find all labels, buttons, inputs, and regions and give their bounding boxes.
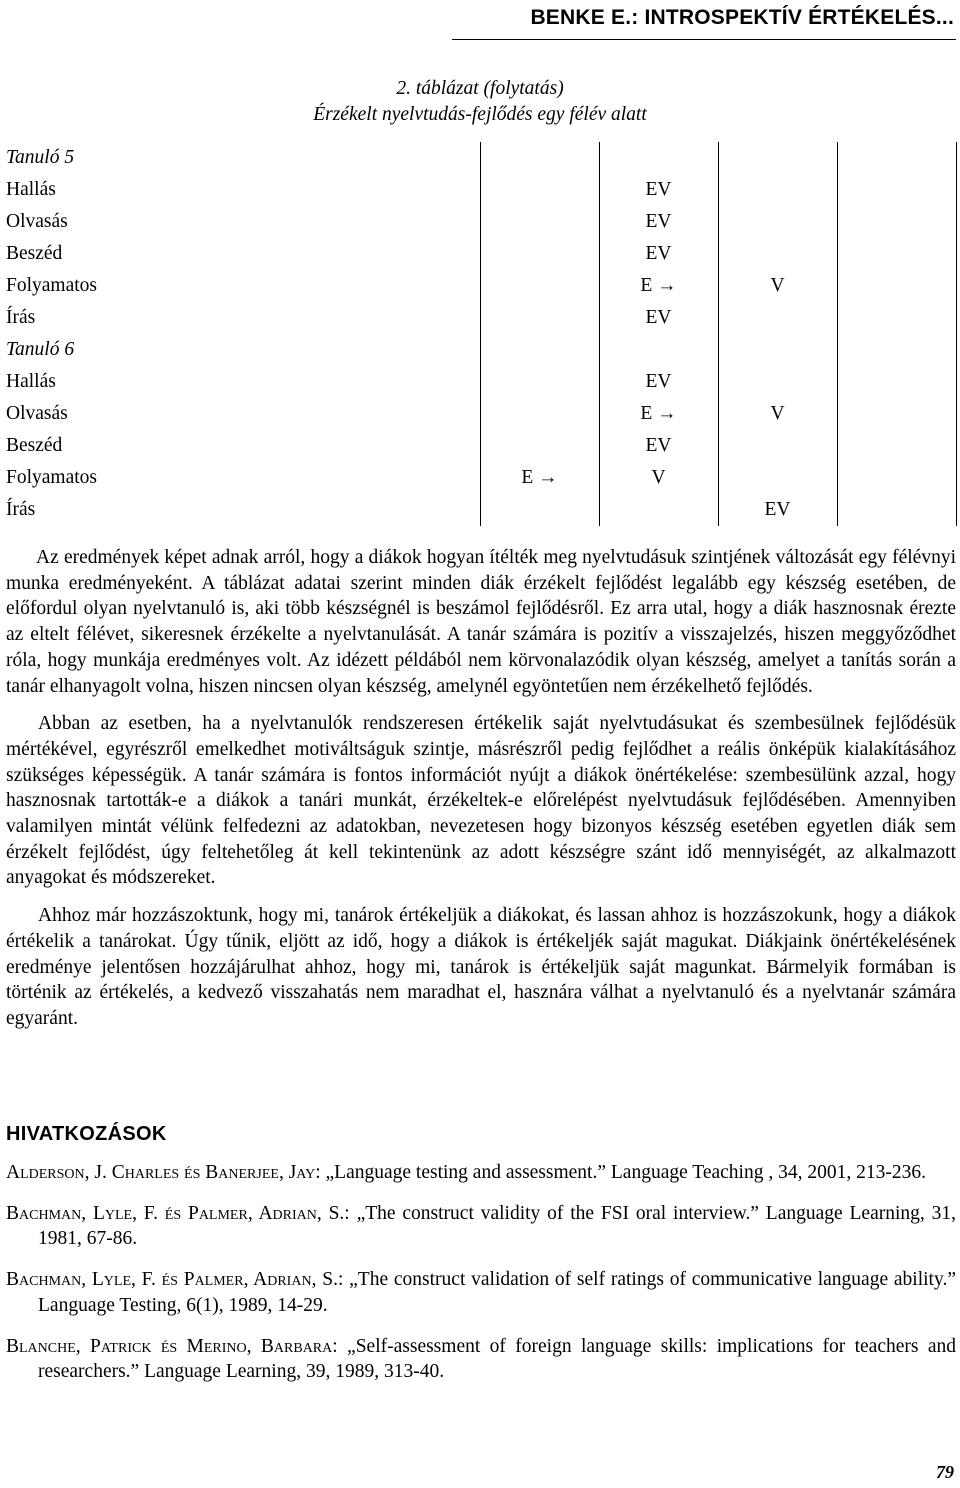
rating-cell [718,302,837,334]
skill-row [0,398,956,430]
rating-cell: EV [599,206,718,238]
reference-item [6,1201,956,1252]
student-label: Tanuló 5 [6,147,75,168]
references-list [6,1160,956,1400]
reference-item [6,1334,956,1385]
skill-row [0,430,956,462]
page-number: 79 [936,1462,954,1482]
rating-cell [718,334,837,366]
reference-item [6,1160,956,1186]
rating-cell [837,462,956,494]
rating-cell [837,302,956,334]
rating-cell: E → [599,270,718,302]
table-caption-title: Érzékelt nyelvtudás-fejlődés egy félév alatt [313,104,647,125]
skill-row [0,494,956,526]
rating-cell: E → [480,462,599,494]
rating-cell [480,270,599,302]
skill-label: Hallás [6,371,56,392]
table-caption-number: 2. táblázat (folytatás) [396,78,564,99]
rating-cell: E → [599,398,718,430]
rating-cell: EV [599,430,718,462]
references-heading: HIVATKOZÁSOK [6,1123,167,1145]
rating-cell [480,238,599,270]
rating-cell [837,206,956,238]
reference-details: „The construct validity of the FSI oral interview.” Language Learning, 31, 1981, 67-86. [38,1202,956,1250]
rating-cell [837,366,956,398]
reference-authors: Blanche, Patrick és Merino, Barbara: [6,1335,338,1357]
reference-details: „Self-assessment of foreign language skills: implications for teachers and researchers.” Language Learning, 39, 1989, 313-40. [38,1335,956,1383]
skill-label: Olvasás [6,211,68,232]
skill-row [0,302,956,334]
rating-cell [837,334,956,366]
rating-cell [718,462,837,494]
rating-cell: EV [718,494,837,526]
rating-cell: EV [599,302,718,334]
skill-label: Olvasás [6,403,68,424]
rating-cell [480,366,599,398]
rating-cell [718,366,837,398]
skill-label: Írás [6,499,36,520]
rating-cell: V [718,270,837,302]
skill-row [0,238,956,270]
skill-row [0,366,956,398]
rating-cell [480,142,599,174]
reference-item [6,1267,956,1318]
rating-cell [599,494,718,526]
header-rule [452,39,956,40]
rating-cell [480,334,599,366]
rating-cell [480,174,599,206]
paragraph-self-assessment: Abban az esetben, ha a nyelvtanulók rendszeresen értékelik saját nyelvtudásukat és szembesülnek fejlődésük mértékével, egyrészről emelkedhet motiváltságuk szintje, másrészről pedig fejlődhet a reális önképük kialakításához szükséges képességük. A tanár számára is fontos információt nyújt a diákok önértékelése: szembesülünk azzal, hogy hasznosnak tartották-e a diákok a tanári munkát, érzékeltek-e előrelépést nyelvtudásuk fejlődésében. Amennyiben valamilyen mintát vélünk felfedezni az adatokban, nevezetesen hogy bizonyos készség esetében egyetlen diák sem érzékelt fejlődést, úgy feltehetőleg át kell tekintenünk az adott készségre szánt idő mennyiségét, az alkalmazott anyagokat és módszereket. [6,713,956,889]
rating-cell [480,494,599,526]
rating-cell [480,302,599,334]
skill-label: Hallás [6,179,56,200]
reference-details: „Language testing and assessment.” Language Teaching , 34, 2001, 213-236. [320,1162,926,1183]
rating-cell [837,270,956,302]
paragraph-conclusion: Ahhoz már hozzászoktunk, hogy mi, tanárok értékeljük a diákokat, és lassan ahhoz is hozzászokunk, hogy a diákok értékelik a tanárokat. Úgy tűnik, eljött az idő, hogy a diákok is értékeljék saját magukat. Diákjaink önértékelésének eredménye jelentősen hozzájárulhat ahhoz, hogy mi, tanárok is értékeljük saját magunkat. Bármelyik formában is történik az értékelés, a kedvező visszahatás nem maradhat el, hasznára válhat a nyelvtanuló és a nyelvtanár számára egyaránt. [6,905,956,1029]
rating-cell [480,398,599,430]
skill-label: Beszéd [6,435,63,456]
skill-label: Folyamatos [6,275,97,296]
rating-cell [718,238,837,270]
skill-row [0,174,956,206]
rating-cell: V [599,462,718,494]
rating-cell [480,206,599,238]
skill-row [0,270,956,302]
skill-row [0,462,956,494]
running-header: BENKE E.: INTROSPEKTÍV ÉRTÉKELÉS... [530,6,954,29]
body-text [6,545,956,1032]
rating-cell [837,238,956,270]
rating-cell [718,142,837,174]
rating-cell [599,142,718,174]
skill-row [0,206,956,238]
rating-cell [837,430,956,462]
rating-cell: V [718,398,837,430]
rating-cell [480,430,599,462]
rating-cell [837,174,956,206]
paragraph-results: Az eredmények képet adnak arról, hogy a diákok hogyan ítélték meg nyelvtudásuk szintjének változását egy félévnyi munka eredményeként. A táblázat adatai szerint minden diák érzékelt fejlődést legalább egy készség esetében, de előfordul olyan nyelvtanuló is, aki több készségnél is beszámol fejlődésről. Ez arra utal, hogy a diák hasznosnak érezte az eltelt félévet, sikeresnek érzékelte a nyelvtanulását. A tanár számára is pozitív a visszajelzés, hiszen meggyőződhet róla, hogy munkája eredményes volt. Az idézett példából nem körvonalazódik olyan készség, amelyet a tanítás során a tanár elhanyagolt volna, hiszen nincsen olyan készség, amelynél egyöntetűen nem érzékelhető fejlődés. [6,547,956,697]
student-label: Tanuló 6 [6,339,75,360]
skill-label: Írás [6,307,36,328]
skill-label: Folyamatos [6,467,97,488]
rating-cell: EV [599,238,718,270]
rating-cell [718,206,837,238]
rating-cell [837,398,956,430]
rating-cell [837,494,956,526]
reference-details: „The construct validation of self ratings of communicative language ability.” Language Testing, 6(1), 1989, 14-29. [38,1269,956,1316]
skill-label: Beszéd [6,243,63,264]
skills-table [0,142,957,526]
student-row [0,142,956,174]
rating-cell: EV [599,174,718,206]
rating-cell [837,142,956,174]
student-row [0,334,956,366]
rating-cell [599,334,718,366]
rating-cell [718,430,837,462]
reference-authors: Alderson, J. Charles és Banerjee, Jay: [6,1162,321,1183]
reference-authors: Bachman, Lyle, F. és Palmer, Adrian, S.: [6,1202,350,1224]
rating-cell: EV [599,366,718,398]
rating-cell [718,174,837,206]
reference-authors: Bachman, Lyle, F. és Palmer, Adrian, S.: [6,1269,344,1291]
